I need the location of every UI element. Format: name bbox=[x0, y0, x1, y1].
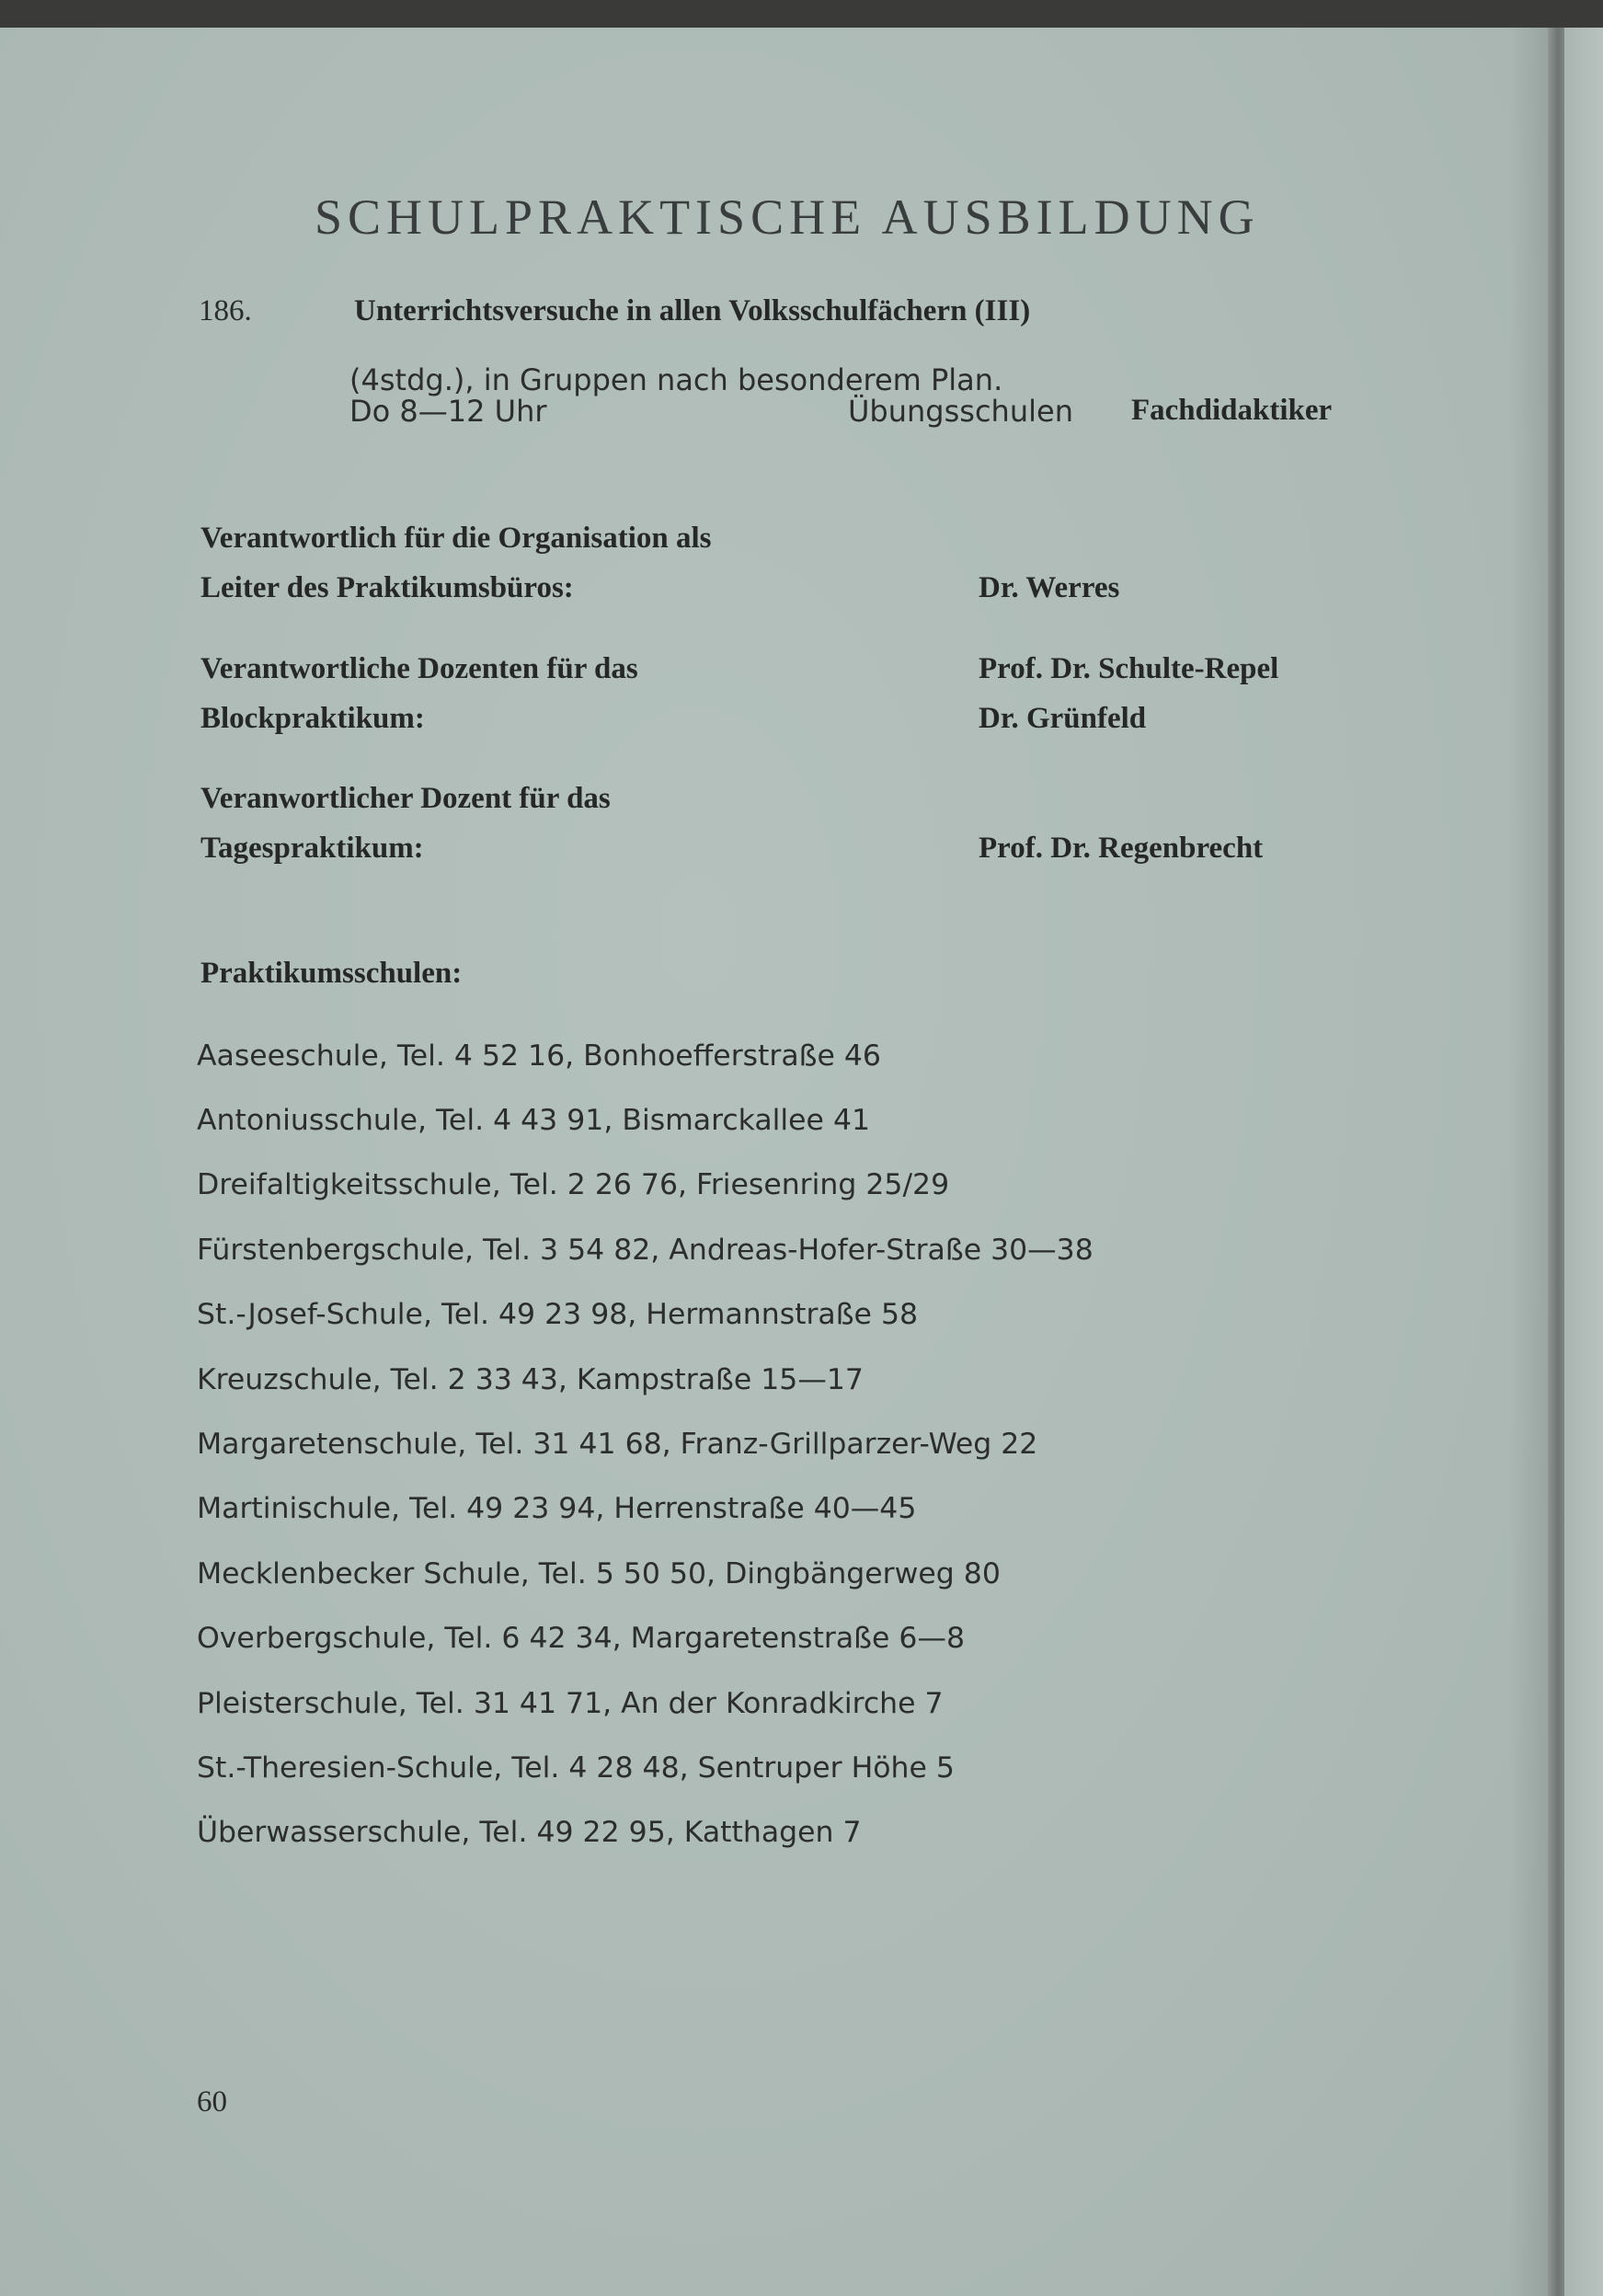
school-entry: St.-Josef-Schule, Tel. 49 23 98, Hermannstraße 58 bbox=[197, 1298, 919, 1331]
scan-border-top bbox=[0, 0, 1603, 29]
course-number: 186. bbox=[199, 294, 252, 327]
responsibility-label bbox=[200, 774, 611, 873]
school-entry: Kreuzschule, Tel. 2 33 43, Kampstraße 15—17 bbox=[197, 1363, 864, 1396]
responsibility-label-line: Verantwortlich für die Organisation als bbox=[200, 522, 712, 555]
school-entry: Pleisterschule, Tel. 31 41 71, An der Konradkirche 7 bbox=[197, 1687, 944, 1720]
school-entry: Mecklenbecker Schule, Tel. 5 50 50, Dingbängerweg 80 bbox=[197, 1557, 1001, 1590]
page-heading: SCHULPRAKTISCHE AUSBILDUNG bbox=[315, 189, 1260, 245]
responsibility-name-line: Dr. Grünfeld bbox=[979, 702, 1147, 735]
school-entry: Fürstenbergschule, Tel. 3 54 82, Andreas-Hofer-Straße 30—38 bbox=[197, 1234, 1093, 1267]
responsibility-name-line: Prof. Dr. Schulte-Repel bbox=[979, 652, 1279, 685]
schools-heading: Praktikumsschulen: bbox=[200, 957, 463, 990]
page-number: 60 bbox=[197, 2085, 227, 2118]
responsibility-name: Dr. Werres bbox=[979, 571, 1120, 604]
course-role: Fachdidaktiker bbox=[1131, 394, 1333, 427]
course-title: Unterrichtsversuche in allen Volksschulfächern (III) bbox=[354, 294, 1031, 327]
responsibility-label-line: Veranwortlicher Dozent für das bbox=[200, 782, 611, 815]
adjacent-page-strip bbox=[1564, 28, 1603, 2296]
responsibility-label bbox=[200, 513, 712, 613]
school-entry: Margaretenschule, Tel. 31 41 68, Franz-Grillparzer-Weg 22 bbox=[197, 1428, 1038, 1461]
school-entry: Martinischule, Tel. 49 23 94, Herrenstraße 40—45 bbox=[197, 1492, 917, 1525]
page-shadow bbox=[1508, 28, 1550, 2296]
course-place: Übungsschulen bbox=[848, 394, 1073, 429]
page-edge bbox=[1548, 28, 1564, 2296]
responsibility-label-line: Blockpraktikum: bbox=[200, 702, 425, 735]
responsibility-label-line: Leiter des Praktikumsbüros: bbox=[200, 571, 574, 604]
responsibility-label-line: Verantwortliche Dozenten für das bbox=[200, 652, 638, 685]
school-entry: St.-Theresien-Schule, Tel. 4 28 48, Sentruper Höhe 5 bbox=[197, 1751, 955, 1785]
responsibility-label-line: Tagespraktikum: bbox=[200, 832, 424, 865]
course-time: Do 8—12 Uhr bbox=[349, 394, 547, 429]
school-entry: Überwasserschule, Tel. 49 22 95, Katthagen 7 bbox=[197, 1816, 862, 1849]
school-entry: Antoniusschule, Tel. 4 43 91, Bismarckallee 41 bbox=[197, 1104, 871, 1137]
responsibility-name: Prof. Dr. Regenbrecht bbox=[979, 832, 1264, 865]
responsibility-name bbox=[979, 644, 1278, 743]
school-entry: Aaseeschule, Tel. 4 52 16, Bonhoefferstraße 46 bbox=[197, 1039, 881, 1073]
course-detail: (4stdg.), in Gruppen nach besonderem Plan. bbox=[349, 362, 1003, 397]
school-entry: Overbergschule, Tel. 6 42 34, Margaretenstraße 6—8 bbox=[197, 1622, 965, 1655]
responsibility-label bbox=[200, 644, 638, 743]
school-entry: Dreifaltigkeitsschule, Tel. 2 26 76, Friesenring 25/29 bbox=[197, 1168, 950, 1201]
